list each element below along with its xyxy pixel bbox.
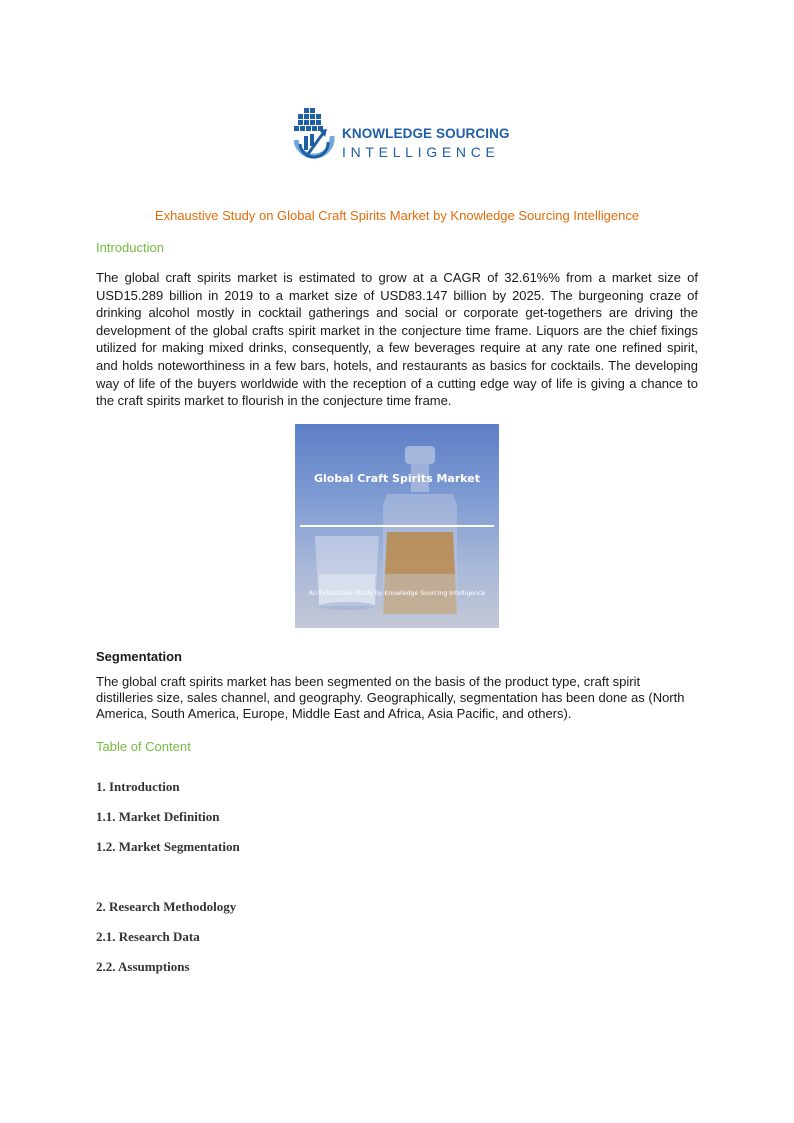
cover-subtitle: An Exhaustive Study by Knowledge Sourcing Intelligence — [308, 590, 486, 597]
company-logo — [290, 104, 510, 166]
cover-image — [295, 424, 499, 628]
logo-wordmark-line1: KNOWLEDGE SOURCING — [342, 126, 510, 141]
cover-divider — [300, 525, 494, 527]
toc-item: 2.2. Assumptions — [96, 959, 190, 974]
cover-title: Global Craft Spirits Market — [314, 472, 480, 485]
toc-heading: Table of Content — [96, 739, 191, 754]
ksi-building-arrow-icon — [290, 104, 340, 166]
introduction-paragraph: The global craft spirits market is estimated to grow at a CAGR of 32.61%% from a market size of USD15.289 billion in 2019 to a market size of USD83.147 billion by 2025. The burgeoning craze of drinking alcohol mostly in cocktail gatherings and social or corporate get-togethers are driving the development of the global crafts spirit market in the conjecture time frame. Liquors are the chief fixings utilized for making mixed drinks, consequently, a few beverages require at any rate one refined spirit, and holds noteworthiness in a few bars, hotels, and restaurants as basics for cocktails. The developing way of life of the buyers worldwide with the reception of a cutting edge way of life is giving a chance to the craft spirits market to flourish in the conjecture time frame. — [96, 270, 698, 409]
document-title: Exhaustive Study on Global Craft Spirits Market by Knowledge Sourcing Intelligence — [154, 208, 640, 223]
toc-item: 1.1. Market Definition — [96, 809, 220, 824]
logo-wordmark-line2: INTELLIGENCE — [342, 144, 500, 160]
toc-item: 1. Introduction — [96, 779, 180, 794]
segmentation-paragraph: The global craft spirits market has been segmented on the basis of the product type, craft spirit distilleries size, sales channel, and geography. Geographically, segmentation has been done as (North America, South America, Europe, Middle East and Africa, Asia Pacific, and others). — [96, 674, 685, 721]
introduction-heading: Introduction — [96, 240, 164, 255]
segmentation-heading: Segmentation — [96, 649, 182, 664]
toc-item: 1.2. Market Segmentation — [96, 839, 240, 854]
toc-item: 2. Research Methodology — [96, 899, 237, 914]
toc-item: 2.1. Research Data — [96, 929, 200, 944]
